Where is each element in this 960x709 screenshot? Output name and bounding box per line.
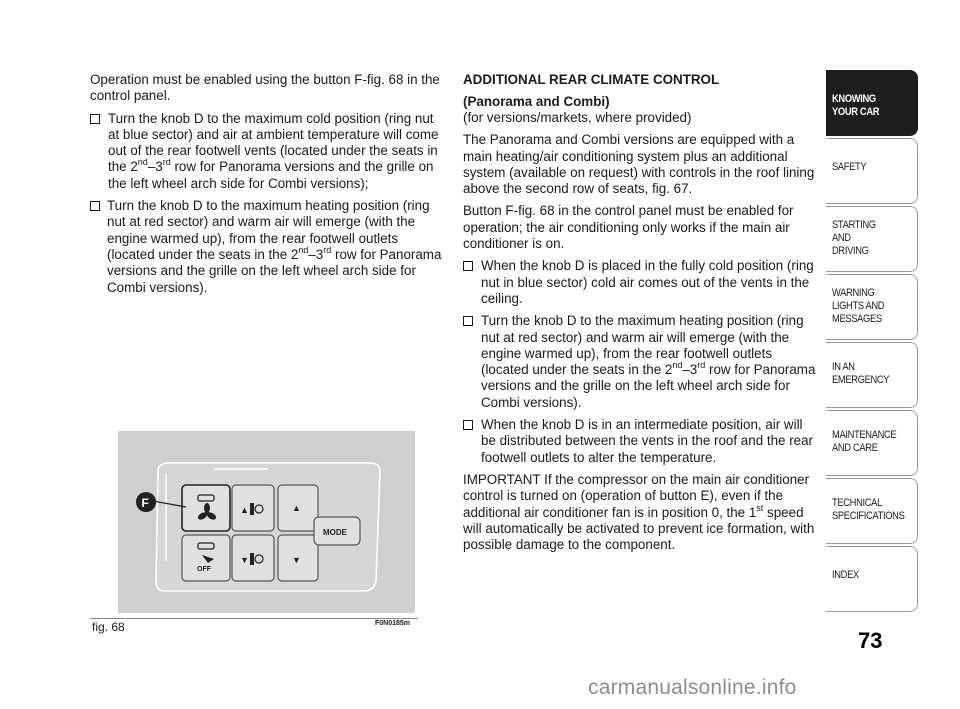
superscript: nd [137,157,148,168]
checkbox-bullet-icon [463,420,473,430]
arrow-up-icon: ▲ [292,503,301,513]
tab-knowing-your-car[interactable] [826,70,918,136]
figure-label: fig. 68 [92,620,125,634]
bullet-text: row for Panorama versions and the grille on the left wheel arch side for Combi versions); [108,159,434,191]
tab-label: KNOWING YOUR CAR [832,93,880,118]
superscript: nd [672,360,683,371]
figure-code: F0N0185m [375,620,411,627]
checkbox-bullet-icon [90,201,100,211]
section-heading: ADDITIONAL REAR CLIMATE CONTROL [463,72,720,87]
tab-warning-lights[interactable] [826,274,918,340]
tab-safety[interactable] [826,138,918,204]
page-number: 73 [858,628,883,653]
tab-technical-specifications[interactable] [826,478,918,544]
right-bullet-heat [463,313,818,411]
mode-text: MODE [323,528,347,537]
superscript: nd [298,244,309,255]
right-bullet-intermediate [463,417,818,466]
section-tabs [826,70,918,614]
tab-label: SAFETY [832,161,867,173]
off-text: OFF [197,566,211,573]
bullet-text: row for Panorama versions and the grille on the left wheel arch side for Combi versions). [481,362,816,410]
bullet-text: When the knob D is placed in the fully cold position (ring nut in blue sector) cold air comes out of the vents in the ceiling. [481,258,814,306]
bullet-text: –3 [147,159,163,175]
paragraph-versions: The Panorama and Combi versions are equipped with a main heating/air conditioning system plus an additional system (available on request) with controls in the roof lining above the second row of seats, fig. 67. [463,132,815,197]
vent-bar-icon [250,553,254,565]
superscript: rd [162,157,171,168]
arrow-down-icon: ▼ [240,555,249,565]
important-text: speed will automatically be activated to prevent ice formation, with possible damage to the component. [463,504,815,553]
superscript: st [756,502,764,513]
bullet-text: –3 [682,362,698,378]
watermark[interactable]: carmanualsonline.info [588,676,797,699]
right-column [463,72,818,559]
callout-f-text: F [141,496,149,510]
tab-label: MAINTENANCE AND CARE [832,429,897,454]
control-panel-illustration [118,431,415,613]
tab-label: TECHNICAL SPECIFICATIONS [832,497,905,522]
tab-label: IN AN EMERGENCY [832,361,890,386]
tab-starting-and-driving[interactable] [826,206,918,272]
tab-label: STARTING AND DRIVING [832,219,876,257]
vent-bar-icon [250,503,254,515]
bullet-text: row for Panorama versions and the grille on the left wheel arch side for Combi versions). [107,246,442,295]
tab-maintenance-and-care[interactable] [826,410,918,476]
checkbox-bullet-icon [463,261,473,271]
bullet-text: Turn the knob D to the maximum heating position (ring nut at red sector) and warm air will emerge (with the engine warmed up), from the rear footwell outlets (located under the seats in the 2 [107,198,430,262]
figure-caption-rule [90,618,418,619]
bullet-text: –3 [308,246,324,262]
paragraph-button-f: Button F-fig. 68 in the control panel must be enabled for operation; the air conditioning only works if the main air conditioner is on. [463,203,794,252]
left-bullet-cold [90,111,445,192]
checkbox-bullet-icon [463,316,473,326]
tab-label: INDEX [832,569,859,581]
bullet-text: Turn the knob D to the maximum heating position (ring nut at red sector) and warm air will emerge (with the engine warmed up), from the rear footwell outlets (located under the seats in the 2 [481,313,804,378]
section-subheading-bold: (Panorama and Combi) [463,94,610,109]
left-column [90,72,445,302]
bullet-text: When the knob D is in an intermediate position, air will be distributed between the vents in the roof and the rear footwell outlets to alter the temperature. [481,417,814,465]
superscript: rd [323,244,332,255]
right-bullet-cold [463,258,818,307]
figure-68-control-panel [118,431,415,613]
superscript: rd [697,360,706,371]
section-subheading: (for versions/markets, where provided) [463,110,692,125]
important-note [463,472,818,553]
tab-in-an-emergency[interactable] [826,342,918,408]
tab-label: WARNING LIGHTS AND MESSAGES [832,287,885,325]
left-bullet-heat [90,198,445,296]
tab-index[interactable] [826,546,918,612]
bullet-text: Turn the knob D to the maximum cold position (ring nut at blue sector) and air at ambient temperature will come out of the rear footwell vents (located under the seats in the 2 [108,110,439,175]
intro-paragraph: Operation must be enabled using the button F-fig. 68 in the control panel. [90,72,440,104]
checkbox-bullet-icon [90,114,100,124]
important-text: IMPORTANT If the compressor on the main air conditioner control is turned on (operation of button E), even if the additional air conditioner fan is in position 0, the 1 [463,471,810,520]
arrow-down-icon: ▼ [292,555,301,565]
arrow-up-icon: ▲ [240,505,249,515]
